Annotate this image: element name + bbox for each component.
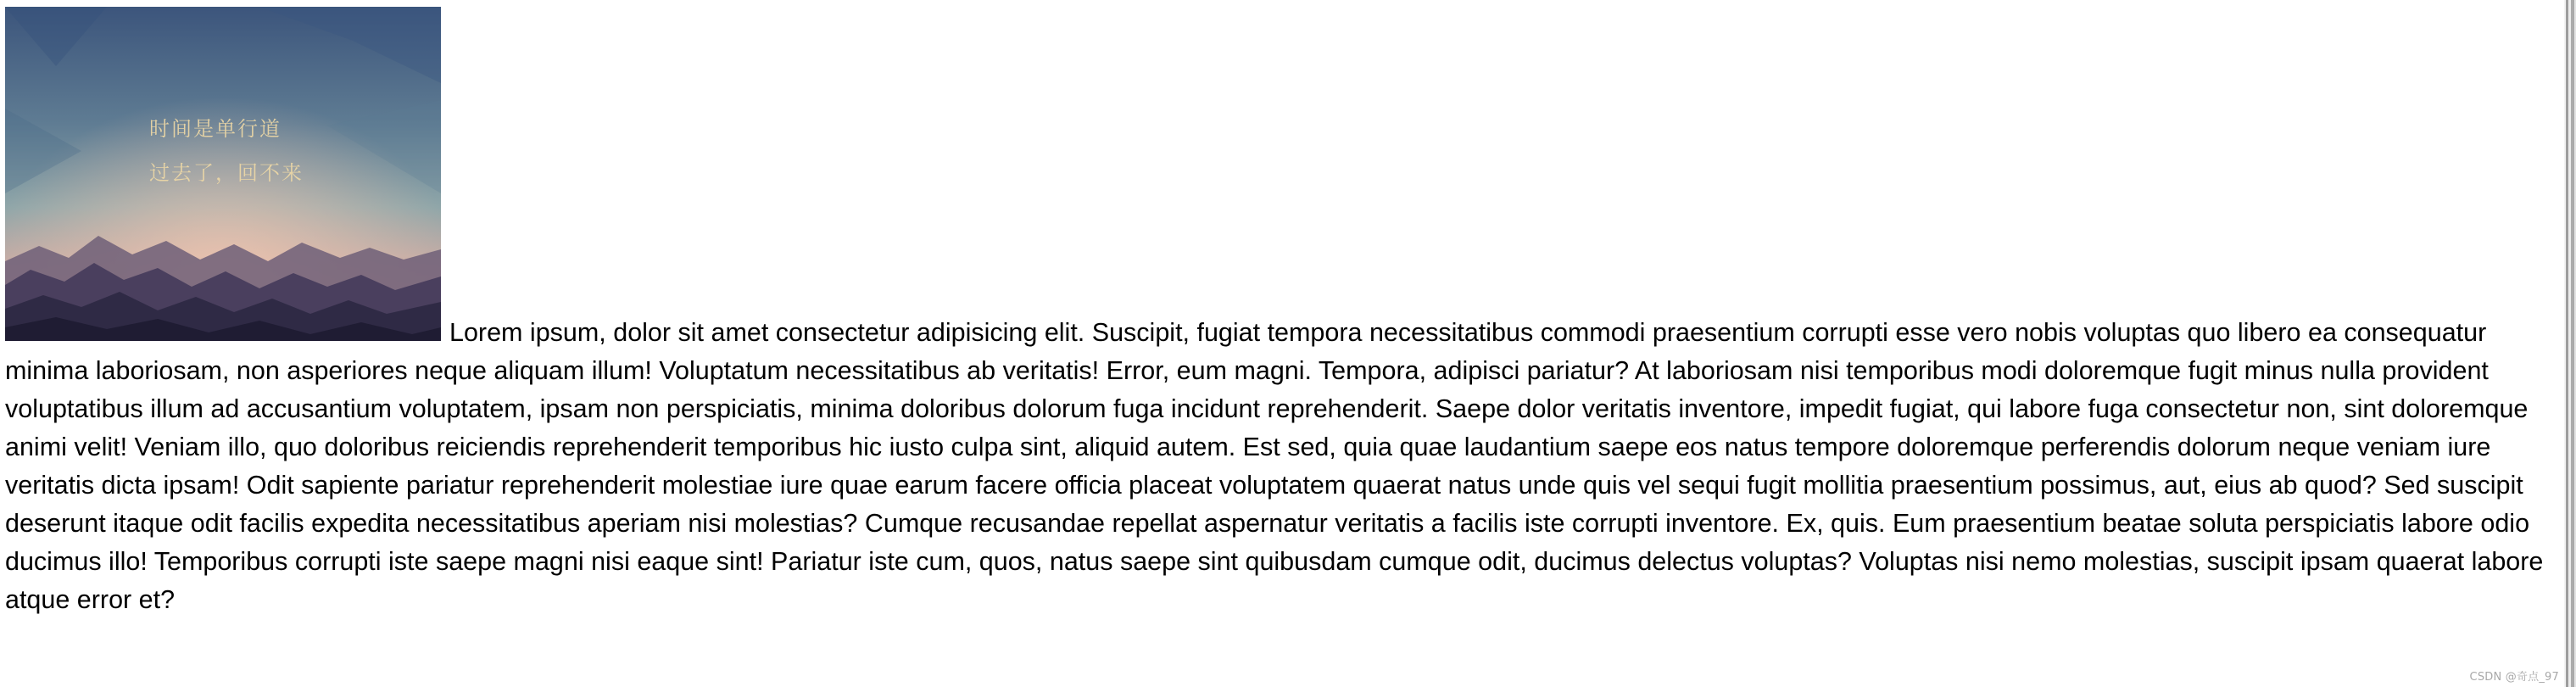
- watermark-text: CSDN @奇点_97: [2469, 671, 2559, 684]
- landscape-illustration: [5, 7, 441, 341]
- body-paragraph: Lorem ipsum, dolor sit amet consectetur adipisicing elit. Suscipit, fugiat tempora necessitatibus commodi praesentium corrupti esse vero nobis voluptas quo libero ea consequatur minima laboriosam, non asperiores neque aliquam illum! Voluptatum necessitatibus ab veritatis! Error, eum magni. Tempora, adipisci pariatur? At laboriosam nisi temporibus modi doloremque fugit minus nulla provident voluptatibus illum ad accusantium voluptatem, ipsam non perspiciatis, minima doloribus dolorum fuga incidunt reprehenderit. Saepe dolor veritatis inventore, impedit fugiat, qui labore fuga consectetur non, sint doloremque animi velit! Veniam illo, quo doloribus reiciendis reprehenderit temporibus hic iusto culpa sint, aliquid autem. Est sed, quia quae laudantium saepe eos natus tempore doloremque perferendis dolorum neque veniam iure veritatis dicta ipsam! Odit sapiente pariatur reprehenderit molestiae iure quae earum facere officia placeat voluptatem quaerat natus unde quis vel sequi fugit mollitia praesentium possimus, aut, eius ab quod? Sed suscipit deserunt itaque odit facilis expedita necessitatibus aperiam nisi molestias? Cumque recusandae repellat aspernatur veritatis a facilis iste corrupti inventore. Ex, quis. Eum praesentium beatae soluta perspiciatis labore odio ducimus illo! Temporibus corrupti iste saepe magni nisi eaque sint! Pariatur iste cum, quos, natus saepe sint quibusdam cumque odit, ducimus delectus voluptas? Voluptas nisi nemo molestias, suscipit ipsam quaerat labore atque error et?: [5, 318, 2544, 614]
- window-edge-strip: [2564, 0, 2576, 687]
- window-edge-line: [2566, 0, 2568, 687]
- image-caption-line-2: 过去了，回不来: [149, 161, 304, 185]
- page-content: [5, 7, 2554, 619]
- image-caption-line-1: 时间是单行道: [149, 117, 282, 141]
- window-edge-shadow: [2571, 0, 2574, 687]
- inline-landscape-image: [5, 7, 441, 341]
